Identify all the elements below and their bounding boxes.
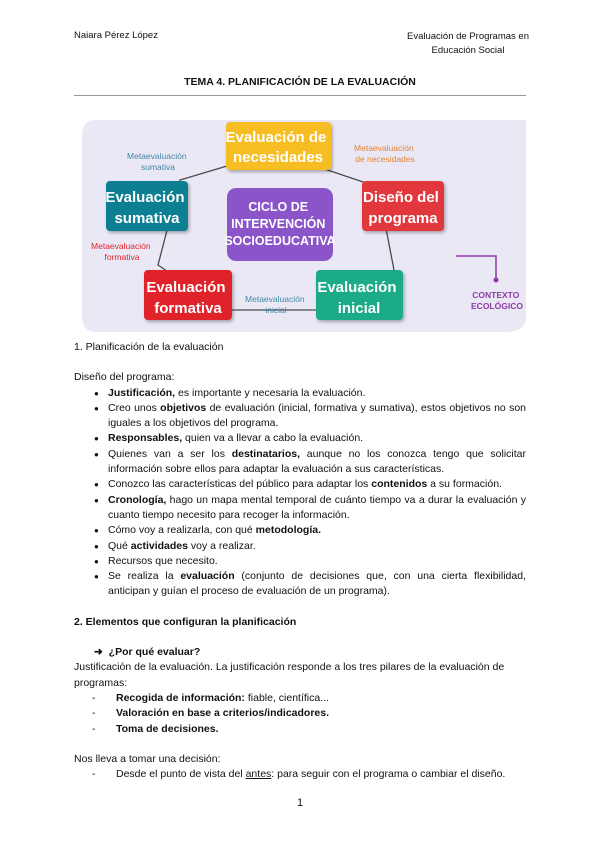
box-program-design	[362, 181, 444, 231]
list-item: ● Recursos que necesito.	[94, 554, 526, 569]
arrow-right-icon: ➜	[94, 646, 103, 659]
svg-text:Evaluación de necesidade: Evaluación de necesidades	[225, 129, 327, 166]
list-item: ● Creo unos objetivos de evaluación (inicial, formativa y sumativa), estos objetivos no son iguales a los objetivos del programa.	[94, 401, 526, 432]
list-item: ● Qué actividades voy a realizar.	[94, 539, 526, 554]
document-body	[74, 340, 526, 782]
section1-heading: 1. Planificación de la evaluación	[74, 341, 224, 353]
meta-initial-label: Metaevaluación inicial	[245, 294, 305, 315]
list-item: - Recogida de información: fiable, científica...	[92, 691, 526, 706]
svg-text:Evaluación sumativa: Evaluación sumativa	[105, 189, 185, 227]
meta-formative-label: Metaevaluación formativa	[91, 241, 151, 262]
box-formative-evaluation	[144, 270, 232, 320]
box-initial-evaluation	[316, 270, 403, 320]
list-item: ● Responsables, quien va a llevar a cabo la evaluación.	[94, 431, 526, 446]
context-label: CONTEXTO ECOLÓGICO	[471, 290, 523, 311]
list-item: ● Cronología, hago un mapa mental temporal de cuánto tiempo va a durar la evaluación y cuanto tiempo necesito para recoger la información.	[94, 493, 526, 524]
svg-text:Diseño del programa: Diseño del programa	[362, 189, 439, 227]
box-needs-assessment	[225, 122, 331, 170]
justification-paragraph: Justificación de la evaluación. La justificación responde a los tres pilares de la evaluación de programas:	[74, 661, 505, 689]
section2-heading: 2. Elementos que configuran la planificación	[74, 615, 297, 628]
list-item: ● Conozco las características del público para adaptar los contenidos a su formación.	[94, 477, 526, 492]
pillars-list	[74, 691, 526, 737]
list-item: - Valoración en base a criterios/indicadores.	[92, 706, 526, 721]
svg-text:Evaluación formativa: Evaluación formativa	[146, 279, 226, 317]
svg-text:Evaluación inicial: Evaluación inicial	[317, 279, 397, 317]
list-item: ● Justificación, es importante y necesaria la evaluación.	[94, 386, 526, 401]
list-item: ● Quienes van a ser los destinatarios, aunque no los conozca tengo que solicitar información sobre ellos para adaptar la evaluación a sus características.	[94, 447, 526, 478]
header-author: Naiara Pérez López	[74, 30, 158, 41]
title-divider	[74, 95, 526, 96]
context-dot	[494, 278, 499, 283]
meta-needs-label: Metaevaluación de necesidades	[354, 143, 415, 164]
design-list	[74, 386, 526, 600]
header-course-line1: Evaluación de Programas en	[407, 31, 529, 42]
box-summative-evaluation	[105, 181, 188, 231]
list-item: - Desde el punto de vista del antes: para seguir con el programa o cambiar el diseño.	[92, 767, 526, 782]
list-item: ● Se realiza la evaluación (conjunto de decisiones que, con una cierta flexibilidad, anticipan y guían el proceso de evaluación de un programa).	[94, 569, 526, 600]
decision-list	[74, 767, 526, 782]
section1-intro: Diseño del programa:	[74, 371, 175, 384]
list-item: - Toma de decisiones.	[92, 722, 526, 737]
decision-paragraph: Nos lleva a tomar una decisión:	[74, 752, 221, 765]
intervention-cycle-diagram	[74, 110, 526, 337]
page-title: TEMA 4. PLANIFICACIÓN DE LA EVALUACIÓN	[184, 76, 416, 88]
meta-summative-label: Metaevaluación sumativa	[127, 151, 187, 172]
header-course-line2: Educación Social	[431, 45, 505, 56]
list-item: ● Cómo voy a realizarla, con qué metodología.	[94, 523, 526, 538]
header-course	[398, 30, 538, 58]
center-label: CICLO DE INTERVENCIÓN SOCIOEDUCATIVA	[224, 200, 336, 248]
page-number: 1	[296, 797, 304, 809]
why-evaluate-item: ➜ ¿Por qué evaluar?	[94, 646, 201, 659]
